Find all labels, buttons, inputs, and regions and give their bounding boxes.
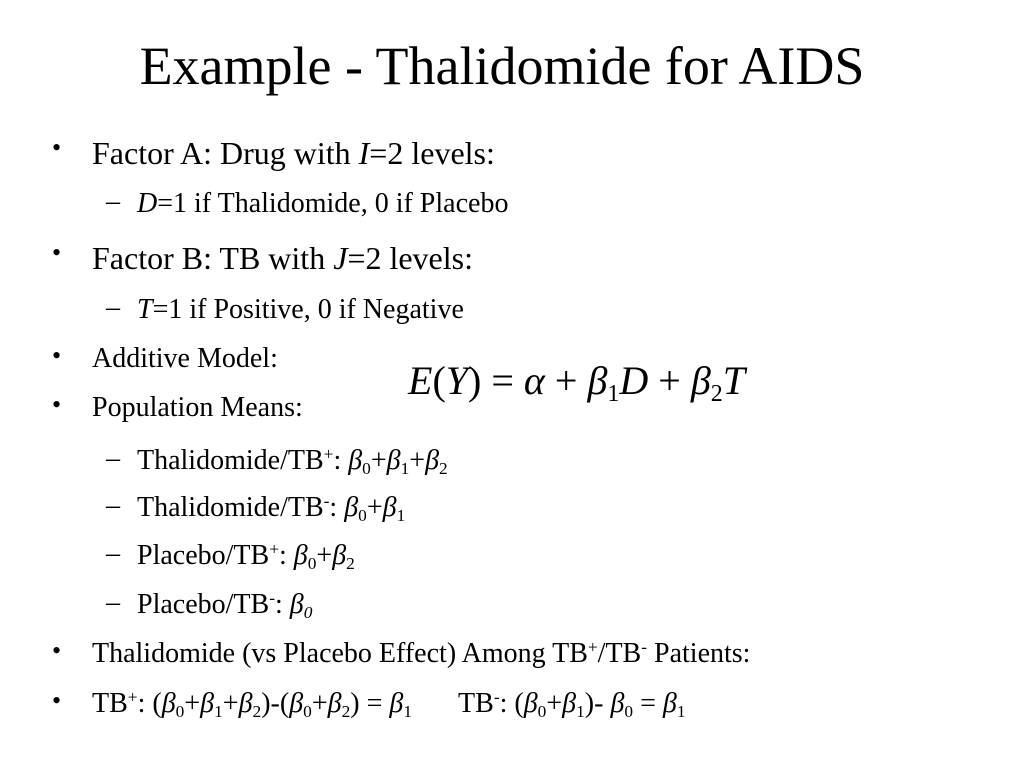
beta: β bbox=[332, 540, 347, 571]
mean-thal-tb-neg: Thalidomide/TB-: $\beta_0+\beta_1$ bbox=[137, 491, 406, 525]
plus: + bbox=[222, 688, 239, 719]
sup-minus: - bbox=[269, 588, 275, 608]
sup-plus: + bbox=[269, 539, 279, 559]
beta: β bbox=[389, 688, 404, 719]
sub: 0 bbox=[362, 458, 371, 478]
factor-b-rest: =2 levels: bbox=[347, 240, 473, 276]
population-means-label: Population Means: bbox=[92, 392, 303, 423]
factor-b-sub-line bbox=[137, 292, 464, 328]
mean-label: Placebo/TB bbox=[137, 540, 270, 571]
plus: + bbox=[316, 540, 333, 571]
tb-label: TB bbox=[92, 688, 128, 719]
additive-model-label: Additive Model: bbox=[92, 343, 278, 374]
bullet-icon: • bbox=[52, 686, 62, 715]
sup-minus: - bbox=[641, 637, 648, 657]
factor-b-sub-rest: =1 if Positive, 0 if Negative bbox=[152, 294, 464, 325]
beta: β bbox=[293, 540, 308, 571]
factor-a-sub-line bbox=[137, 186, 508, 222]
dash-icon: – bbox=[106, 538, 120, 569]
sub: 0 bbox=[303, 701, 312, 721]
sub: 0 bbox=[358, 505, 367, 525]
eq-beta1: β bbox=[587, 358, 608, 403]
beta: β bbox=[523, 688, 538, 719]
dash-icon: – bbox=[106, 186, 120, 217]
factor-b-label: Factor B: TB with bbox=[92, 240, 334, 276]
bullet-icon: • bbox=[52, 341, 62, 370]
beta: β bbox=[161, 688, 176, 719]
eq-y: Y bbox=[445, 358, 469, 403]
dash-icon: – bbox=[106, 490, 120, 521]
factor-a-sub-var: D bbox=[137, 188, 158, 219]
eq-e: E bbox=[408, 358, 433, 403]
bullet-icon: • bbox=[52, 238, 62, 267]
dash-icon: – bbox=[106, 587, 120, 618]
sub: 2 bbox=[346, 553, 355, 573]
plus: + bbox=[184, 688, 201, 719]
plus: + bbox=[311, 688, 328, 719]
bullet-icon: • bbox=[52, 636, 62, 665]
factor-a-sub-rest: =1 if Thalidomide, 0 if Placebo bbox=[157, 188, 509, 219]
eq-d: D bbox=[619, 358, 649, 403]
sup-plus: + bbox=[127, 687, 138, 707]
beta: β bbox=[238, 688, 253, 719]
plus: + bbox=[366, 492, 383, 523]
plus: + bbox=[370, 445, 387, 476]
factor-b-var: J bbox=[333, 240, 348, 276]
mean-label: Thalidomide/TB bbox=[137, 492, 324, 523]
mean-thal-tb-pos: Thalidomide/TB+: $\beta_0+\beta_1+\beta_2$ bbox=[137, 444, 448, 478]
sub: 1 bbox=[676, 701, 686, 721]
beta: β bbox=[327, 688, 342, 719]
effect-computation-line: TB+: $(\beta_0+\beta_1+\beta_2)-(\beta_0+\beta_2) = \beta_1$ TB-: $(\beta_0+\beta_1)-$ $\beta_0 = \beta_1$ bbox=[92, 687, 686, 721]
sup-minus: - bbox=[323, 491, 330, 511]
eq-alpha: α bbox=[523, 358, 545, 403]
factor-b-line bbox=[92, 238, 473, 278]
sub: 1 bbox=[403, 701, 413, 721]
beta: β bbox=[289, 688, 304, 719]
plus: + bbox=[409, 445, 426, 476]
sub: 1 bbox=[396, 505, 406, 525]
additive-model-equation: $E(Y) = \alpha + \beta_1D + \beta_2T$ bbox=[408, 358, 746, 408]
eq-beta2: β bbox=[690, 358, 711, 403]
sub: 0 bbox=[624, 701, 634, 721]
sub: 2 bbox=[439, 458, 448, 478]
factor-a-rest: =2 levels: bbox=[369, 135, 495, 171]
beta: β bbox=[425, 445, 440, 476]
effect-line bbox=[92, 636, 750, 672]
dash-icon: – bbox=[106, 292, 120, 323]
eq-t: T bbox=[722, 358, 746, 403]
factor-a-var: I bbox=[358, 135, 370, 171]
effect-text-a: Thalidomide (vs Placebo Effect) Among TB bbox=[92, 638, 588, 669]
sub: 2 bbox=[252, 701, 262, 721]
factor-b-sub-var: T bbox=[137, 294, 153, 325]
bullet-icon: • bbox=[52, 390, 62, 419]
tb-label: TB bbox=[458, 688, 494, 719]
mean-plac-tb-pos: Placebo/TB+: $\beta_0+\beta_2$ bbox=[137, 539, 355, 573]
sub: 0 bbox=[175, 701, 185, 721]
sup-plus: + bbox=[587, 637, 598, 657]
beta: β bbox=[562, 688, 577, 719]
beta: β bbox=[662, 688, 677, 719]
beta: β bbox=[386, 445, 401, 476]
beta: β bbox=[289, 589, 304, 620]
effect-text-b: /TB bbox=[597, 638, 642, 669]
sub: 0 bbox=[303, 602, 313, 622]
beta: β bbox=[382, 492, 397, 523]
beta: β bbox=[610, 688, 625, 719]
factor-a-line bbox=[92, 133, 495, 173]
sub: 1 bbox=[214, 701, 223, 721]
sub: 0 bbox=[307, 553, 317, 573]
mean-plac-tb-neg: Placebo/TB-: $\beta_0$ bbox=[137, 588, 313, 622]
beta: β bbox=[344, 492, 359, 523]
sup-minus: - bbox=[493, 687, 500, 707]
sub: 1 bbox=[400, 458, 410, 478]
slide-title: Example - Thalidomide for AIDS bbox=[139, 36, 865, 96]
eq-sub1: 1 bbox=[607, 381, 620, 408]
mean-label: Placebo/TB bbox=[137, 589, 270, 620]
bullet-icon: • bbox=[52, 133, 62, 162]
beta: β bbox=[200, 688, 215, 719]
sup-plus: + bbox=[323, 444, 334, 464]
mean-label: Thalidomide/TB bbox=[137, 445, 324, 476]
effect-text-c: Patients: bbox=[647, 638, 751, 669]
dash-icon: – bbox=[106, 443, 120, 474]
eq-sub2: 2 bbox=[710, 381, 723, 408]
sub: 2 bbox=[341, 701, 351, 721]
factor-a-label: Factor A: Drug with bbox=[92, 135, 359, 171]
sub: 1 bbox=[576, 701, 585, 721]
plus: + bbox=[546, 688, 563, 719]
beta: β bbox=[348, 445, 363, 476]
sub: 0 bbox=[537, 701, 547, 721]
